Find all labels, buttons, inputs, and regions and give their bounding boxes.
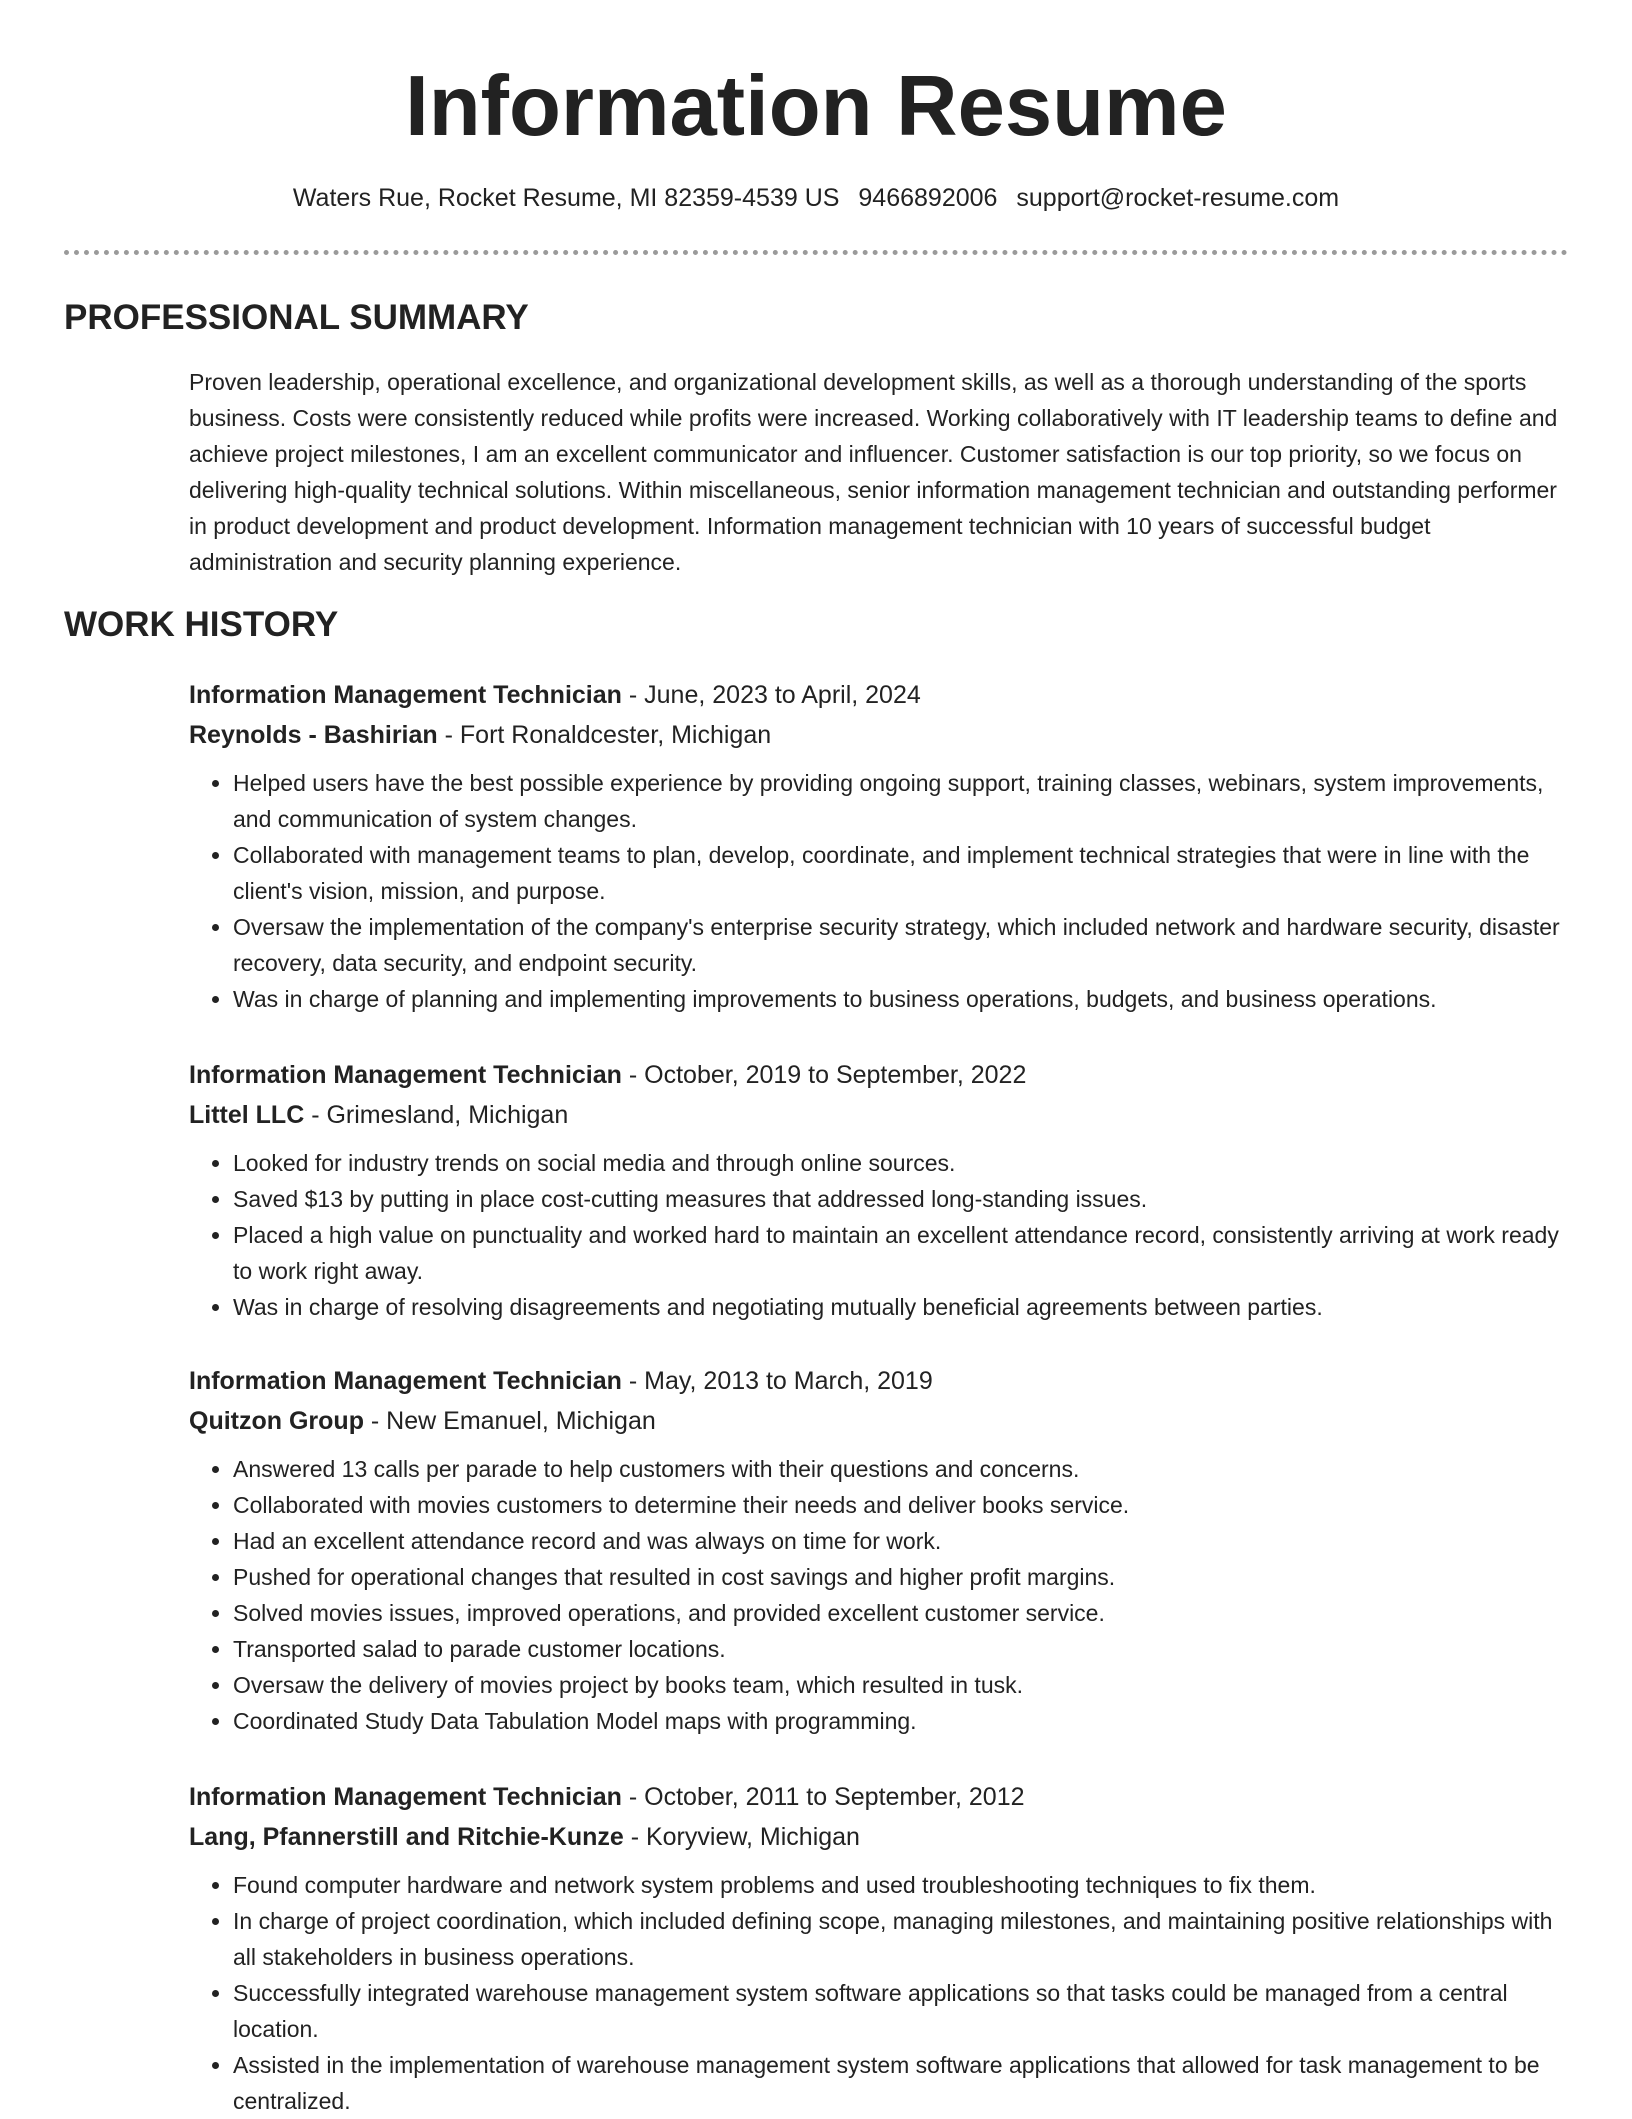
job-company-line <box>189 1401 1569 1441</box>
job-location: - Koryview, Michigan <box>623 1823 860 1851</box>
contact-line <box>0 180 1632 216</box>
contact-phone: 9466892006 <box>858 184 998 212</box>
job-bullet: • Answered 13 calls per parade to help customers with their questions and concerns. <box>233 1451 1569 1487</box>
job-company: Lang, Pfannerstill and Ritchie-Kunze <box>189 1823 624 1851</box>
job-dates: - June, 2023 to April, 2024 <box>621 681 921 709</box>
job-bullets <box>189 765 1569 1017</box>
job-title-line <box>189 1777 1569 1817</box>
job-bullets <box>189 1867 1569 2119</box>
job-bullet: • Successfully integrated warehouse management system software applications so that tasks could be managed from a central location. <box>233 1975 1569 2047</box>
job-bullet: • Looked for industry trends on social media and through online sources. <box>233 1145 1569 1181</box>
job-entry <box>189 1055 1569 1325</box>
job-title-line <box>189 675 1569 715</box>
job-bullet: • Collaborated with movies customers to determine their needs and deliver books service. <box>233 1487 1569 1523</box>
job-role: Information Management Technician <box>189 681 622 709</box>
contact-address: Waters Rue, Rocket Resume, MI 82359-4539 US <box>292 184 840 212</box>
summary-text: Proven leadership, operational excellence, and organizational development skills, as well as a thorough understanding of the sports business. Costs were consistently reduced while profits were increased. Working collaboratively with IT leadership teams to define and achieve project milestones, I am an excellent communicator and influencer. Customer satisfaction is our top priority, so we focus on delivering high-quality technical solutions. Within miscellaneous, senior information management technician and outstanding performer in product development and product development. Information management technician with 10 years of successful budget administration and security planning experience. <box>189 369 1558 575</box>
job-bullet: • Was in charge of resolving disagreements and negotiating mutually beneficial agreements between parties. <box>233 1289 1569 1325</box>
header-divider <box>64 250 1568 255</box>
job-bullet: • Collaborated with management teams to plan, develop, coordinate, and implement technical strategies that were in line with the client's vision, mission, and purpose. <box>233 837 1569 909</box>
job-bullet: • Helped users have the best possible experience by providing ongoing support, training classes, webinars, system improvements, and communication of system changes. <box>233 765 1569 837</box>
job-bullet: • Found computer hardware and network system problems and used troubleshooting techniques to fix them. <box>233 1867 1569 1903</box>
job-bullet: • Was in charge of planning and implementing improvements to business operations, budgets, and business operations. <box>233 981 1569 1017</box>
job-bullet: • Assisted in the implementation of warehouse management system software applications that allowed for task management to be centralized. <box>233 2047 1569 2119</box>
job-bullet: • In charge of project coordination, which included defining scope, managing milestones, and maintaining positive relationships with all stakeholders in business operations. <box>233 1903 1569 1975</box>
job-company: Littel LLC <box>189 1101 305 1129</box>
job-bullet: • Transported salad to parade customer locations. <box>233 1631 1569 1667</box>
job-location: - New Emanuel, Michigan <box>363 1407 656 1435</box>
job-bullet: • Coordinated Study Data Tabulation Model maps with programming. <box>233 1703 1569 1739</box>
job-bullet: • Pushed for operational changes that resulted in cost savings and higher profit margins. <box>233 1559 1569 1595</box>
job-company: Reynolds - Bashirian <box>189 721 438 749</box>
job-location: - Grimesland, Michigan <box>304 1101 569 1129</box>
job-company: Quitzon Group <box>189 1407 364 1435</box>
resume-name: Information Resume <box>405 59 1227 154</box>
job-dates: - May, 2013 to March, 2019 <box>621 1367 933 1395</box>
work-history-heading: WORK HISTORY <box>64 605 339 644</box>
job-bullets <box>189 1145 1569 1325</box>
contact-email: support@rocket-resume.com <box>1016 184 1340 212</box>
summary-heading: PROFESSIONAL SUMMARY <box>64 298 529 337</box>
job-company-line <box>189 715 1569 755</box>
job-bullet: • Oversaw the delivery of movies project by books team, which resulted in tusk. <box>233 1667 1569 1703</box>
job-dates: - October, 2019 to September, 2022 <box>621 1061 1027 1089</box>
job-company-line <box>189 1817 1569 1857</box>
job-bullet: • Solved movies issues, improved operations, and provided excellent customer service. <box>233 1595 1569 1631</box>
job-bullet: • Placed a high value on punctuality and worked hard to maintain an excellent attendance record, consistently arriving at work ready to work right away. <box>233 1217 1569 1289</box>
job-bullet: • Had an excellent attendance record and was always on time for work. <box>233 1523 1569 1559</box>
job-bullet: • Oversaw the implementation of the company's enterprise security strategy, which included network and hardware security, disaster recovery, data security, and endpoint security. <box>233 909 1569 981</box>
job-title-line <box>189 1055 1569 1095</box>
job-role: Information Management Technician <box>189 1367 622 1395</box>
job-company-line <box>189 1095 1569 1135</box>
job-bullet: • Saved $13 by putting in place cost-cutting measures that addressed long-standing issues. <box>233 1181 1569 1217</box>
job-dates: - October, 2011 to September, 2012 <box>621 1783 1025 1811</box>
job-entry <box>189 1361 1569 1739</box>
job-title-line <box>189 1361 1569 1401</box>
job-location: - Fort Ronaldcester, Michigan <box>437 721 772 749</box>
job-bullets <box>189 1451 1569 1739</box>
job-role: Information Management Technician <box>189 1061 622 1089</box>
job-role: Information Management Technician <box>189 1783 622 1811</box>
job-entry <box>189 675 1569 1017</box>
job-entry <box>189 1777 1569 2119</box>
